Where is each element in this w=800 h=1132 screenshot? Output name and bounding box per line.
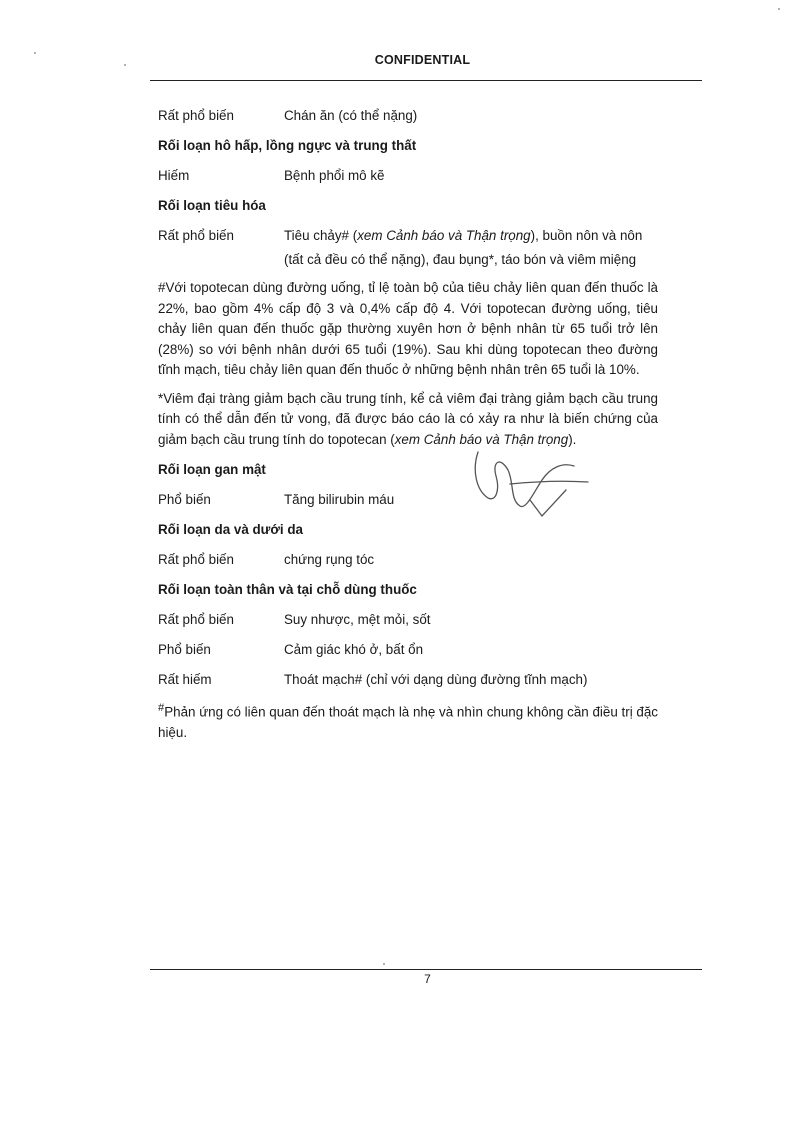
footnote-diarrhea: #Với topotecan dùng đường uống, tỉ lệ toàn bộ của tiêu chảy liên quan đến thuốc là 22%, bao gồm 4% cấp độ 3 và 0,4% cấp độ 4. Với topotecan đường uống, tiêu chảy liên quan đến thuốc gặp thường xuyên hơn ở bệnh nhân từ 65 tuổi trở lên (28%) so với bệnh nhân dưới 65 tuổi (19%). Sau khi dùng topotecan theo đường tĩnh mạch, tiêu chảy liên quan đến thuốc ở những bệnh nhân trên 65 tuổi là 10%.: [158, 280, 658, 377]
adverse-reaction-row: [158, 668, 658, 692]
adverse-reaction-row: [158, 224, 658, 272]
page-number: 7: [424, 972, 431, 986]
reaction-description: Cảm giác khó ở, bất ổn: [284, 642, 424, 657]
footnote-mark: #: [158, 702, 165, 714]
reaction-description: Tăng bilirubin máu: [284, 492, 395, 507]
cross-reference: xem Cảnh báo và Thận trọng: [357, 228, 531, 243]
frequency-label: Phổ biến: [158, 492, 211, 507]
header-divider: [150, 80, 702, 81]
frequency-label: Rất phổ biến: [158, 228, 234, 243]
frequency-label: Rất phổ biến: [158, 612, 234, 627]
section-heading-gastrointestinal: Rối loạn tiêu hóa: [158, 198, 266, 213]
adverse-reaction-row: [158, 104, 658, 128]
frequency-label: Rất phổ biến: [158, 108, 234, 123]
adverse-reaction-row: [158, 638, 658, 662]
description-text: Tiêu chảy# (: [284, 228, 358, 243]
scan-speck: [778, 8, 780, 10]
frequency-label: Hiếm: [158, 168, 190, 183]
reaction-description: Chán ăn (có thể nặng): [284, 108, 418, 123]
adverse-reaction-row: [158, 548, 658, 572]
section-heading-general: Rối loạn toàn thân và tại chỗ dùng thuốc: [158, 582, 417, 597]
cross-reference: xem Cảnh báo và Thận trọng: [394, 431, 569, 447]
frequency-label: Rất phổ biến: [158, 552, 234, 567]
section-heading-hepatobiliary: Rối loạn gan mật: [158, 462, 266, 477]
frequency-label: Phổ biến: [158, 642, 211, 657]
reaction-description: Bệnh phổi mô kẽ: [284, 168, 385, 183]
adverse-reaction-row: [158, 164, 658, 188]
adverse-reaction-row: [158, 608, 658, 632]
section-heading-respiratory: Rối loạn hô hấp, lồng ngực và trung thất: [158, 138, 417, 153]
description-text: ), buồn nôn và nôn (tất cả đều có thể nặng), đau bụng*, táo bón và viêm miệng: [284, 228, 643, 267]
section-heading-skin: Rối loạn da và dưới da: [158, 522, 303, 537]
footnote-extravasation: [158, 698, 658, 743]
footnote-text: *Viêm đại tràng giảm bạch cầu trung tính, kể cả viêm đại tràng giảm bạch cầu trung tính có thể dẫn đến tử vong, đã được báo cáo là có xảy ra như là biến chứng của giảm bạch cầu trung tính do topotecan (: [158, 390, 658, 447]
reaction-description: Suy nhược, mệt mỏi, sốt: [284, 612, 431, 627]
reaction-description: [284, 224, 658, 272]
reaction-description: Thoát mạch# (chỉ với dạng dùng đường tĩnh mạch): [284, 672, 588, 687]
frequency-label: Rất hiếm: [158, 672, 212, 687]
page-header-title: CONFIDENTIAL: [374, 53, 471, 67]
scan-speck: [383, 963, 385, 965]
footnote-text: Phản ứng có liên quan đến thoát mạch là nhẹ và nhìn chung không cần điều trị đặc hiệu.: [158, 704, 658, 740]
footnote-text: ).: [568, 431, 577, 447]
scan-speck: [124, 64, 126, 66]
reaction-description: chứng rụng tóc: [284, 552, 375, 567]
footer-divider: [150, 969, 702, 970]
scan-speck: [34, 52, 36, 54]
document-body: [158, 104, 658, 751]
handwritten-signature-icon: [470, 440, 600, 520]
